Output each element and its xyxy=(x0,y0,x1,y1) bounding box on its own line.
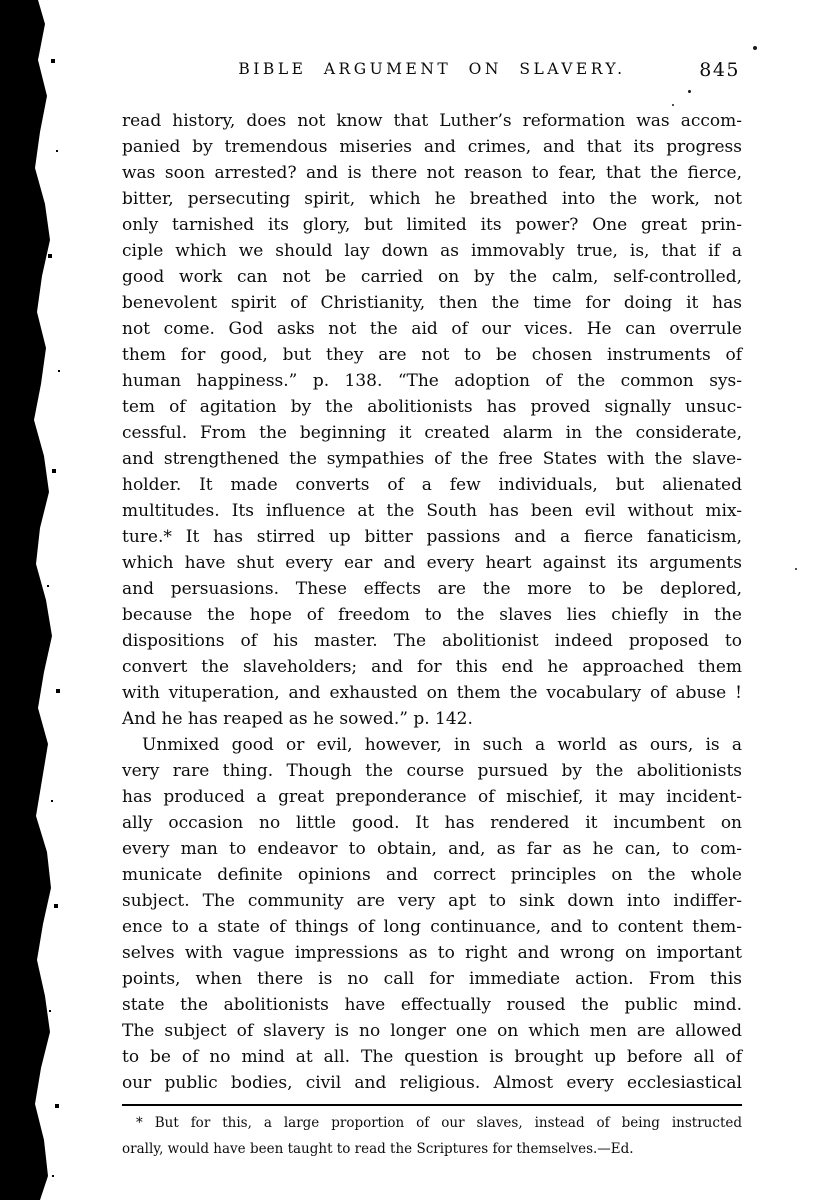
page-number: 845 xyxy=(699,59,740,81)
text-line: ence to a state of things of long continuance, and to content them- xyxy=(122,917,742,937)
text-line: state the abolitionists have effectually roused the public mind. xyxy=(122,995,742,1015)
text-line: municate definite opinions and correct principles on the whole xyxy=(122,865,742,885)
text-line: subject. The community are very apt to sink down into indiffer- xyxy=(122,891,742,911)
text-line: dispositions of his master. The abolitionist indeed proposed to xyxy=(122,631,742,651)
text-line: holder. It made converts of a few individuals, but alienated xyxy=(122,475,742,495)
page-title: BIBLE ARGUMENT ON SLAVERY. xyxy=(238,60,626,78)
text-line: with vituperation, and exhausted on them the vocabulary of abuse ! xyxy=(122,683,742,703)
text-line: good work can not be carried on by the calm, self-controlled, xyxy=(122,267,742,287)
text-line: ture.* It has stirred up bitter passions and a fierce fanaticism, xyxy=(122,527,742,547)
page-body xyxy=(122,108,742,1096)
scan-speck xyxy=(753,46,757,50)
footnote-rule xyxy=(122,1104,742,1106)
text-line: has produced a great preponderance of mischief, it may incident- xyxy=(122,787,742,807)
text-line: ciple which we should lay down as immovably true, is, that if a xyxy=(122,241,742,261)
scan-noise-specks xyxy=(0,0,2,2)
scan-gutter-shadow xyxy=(0,0,58,1200)
text-line: every man to endeavor to obtain, and, as far as he can, to com- xyxy=(122,839,742,859)
text-line: orally, would have been taught to read the Scriptures for themselves.—Ed. xyxy=(122,1141,634,1157)
paragraph xyxy=(122,108,742,732)
text-line: * But for this, a large proportion of our slaves, instead of being instructed xyxy=(136,1115,742,1131)
paragraph xyxy=(122,1112,742,1164)
text-line: The subject of slavery is no longer one on which men are allowed xyxy=(122,1021,742,1041)
text-line: only tarnished its glory, but limited its power? One great prin- xyxy=(122,215,742,235)
text-line: very rare thing. Though the course pursued by the abolitionists xyxy=(122,761,742,781)
text-line: because the hope of freedom to the slaves lies chiefly in the xyxy=(122,605,742,625)
text-line: convert the slaveholders; and for this end he approached them xyxy=(122,657,742,677)
text-line: them for good, but they are not to be chosen instruments of xyxy=(122,345,742,365)
text-line: and strengthened the sympathies of the free States with the slave- xyxy=(122,449,742,469)
text-line: ally occasion no little good. It has rendered it incumbent on xyxy=(122,813,742,833)
book-page xyxy=(122,56,742,1164)
text-line: selves with vague impressions as to right and wrong on important xyxy=(122,943,742,963)
footnote-text xyxy=(122,1112,742,1164)
text-line: and persuasions. These effects are the more to be deplored, xyxy=(122,579,742,599)
text-line: cessful. From the beginning it created alarm in the considerate, xyxy=(122,423,742,443)
text-line: And he has reaped as he sowed.” p. 142. xyxy=(122,709,473,729)
paragraph xyxy=(122,732,742,1096)
text-line: panied by tremendous miseries and crimes, and that its progress xyxy=(122,137,742,157)
text-line: our public bodies, civil and religious. Almost every ecclesiastical xyxy=(122,1073,742,1093)
text-line: benevolent spirit of Christianity, then the time for doing it has xyxy=(122,293,742,313)
text-line: tem of agitation by the abolitionists has proved signally unsuc- xyxy=(122,397,742,417)
text-line: multitudes. Its influence at the South has been evil without mix- xyxy=(122,501,742,521)
text-line: Unmixed good or evil, however, in such a world as ours, is a xyxy=(142,735,742,755)
running-head xyxy=(122,56,742,82)
text-line: was soon arrested? and is there not reason to fear, that the fierce, xyxy=(122,163,742,183)
text-line: points, when there is no call for immediate action. From this xyxy=(122,969,742,989)
text-line: not come. God asks not the aid of our vices. He can overrule xyxy=(122,319,742,339)
text-line: human happiness.” p. 138. “The adoption of the common sys- xyxy=(122,371,742,391)
text-line: which have shut every ear and every heart against its arguments xyxy=(122,553,742,573)
scan-speck xyxy=(795,568,797,570)
text-line: bitter, persecuting spirit, which he breathed into the work, not xyxy=(122,189,742,209)
text-line: to be of no mind at all. The question is brought up before all of xyxy=(122,1047,742,1067)
text-line: read history, does not know that Luther’s reformation was accom- xyxy=(122,111,742,131)
